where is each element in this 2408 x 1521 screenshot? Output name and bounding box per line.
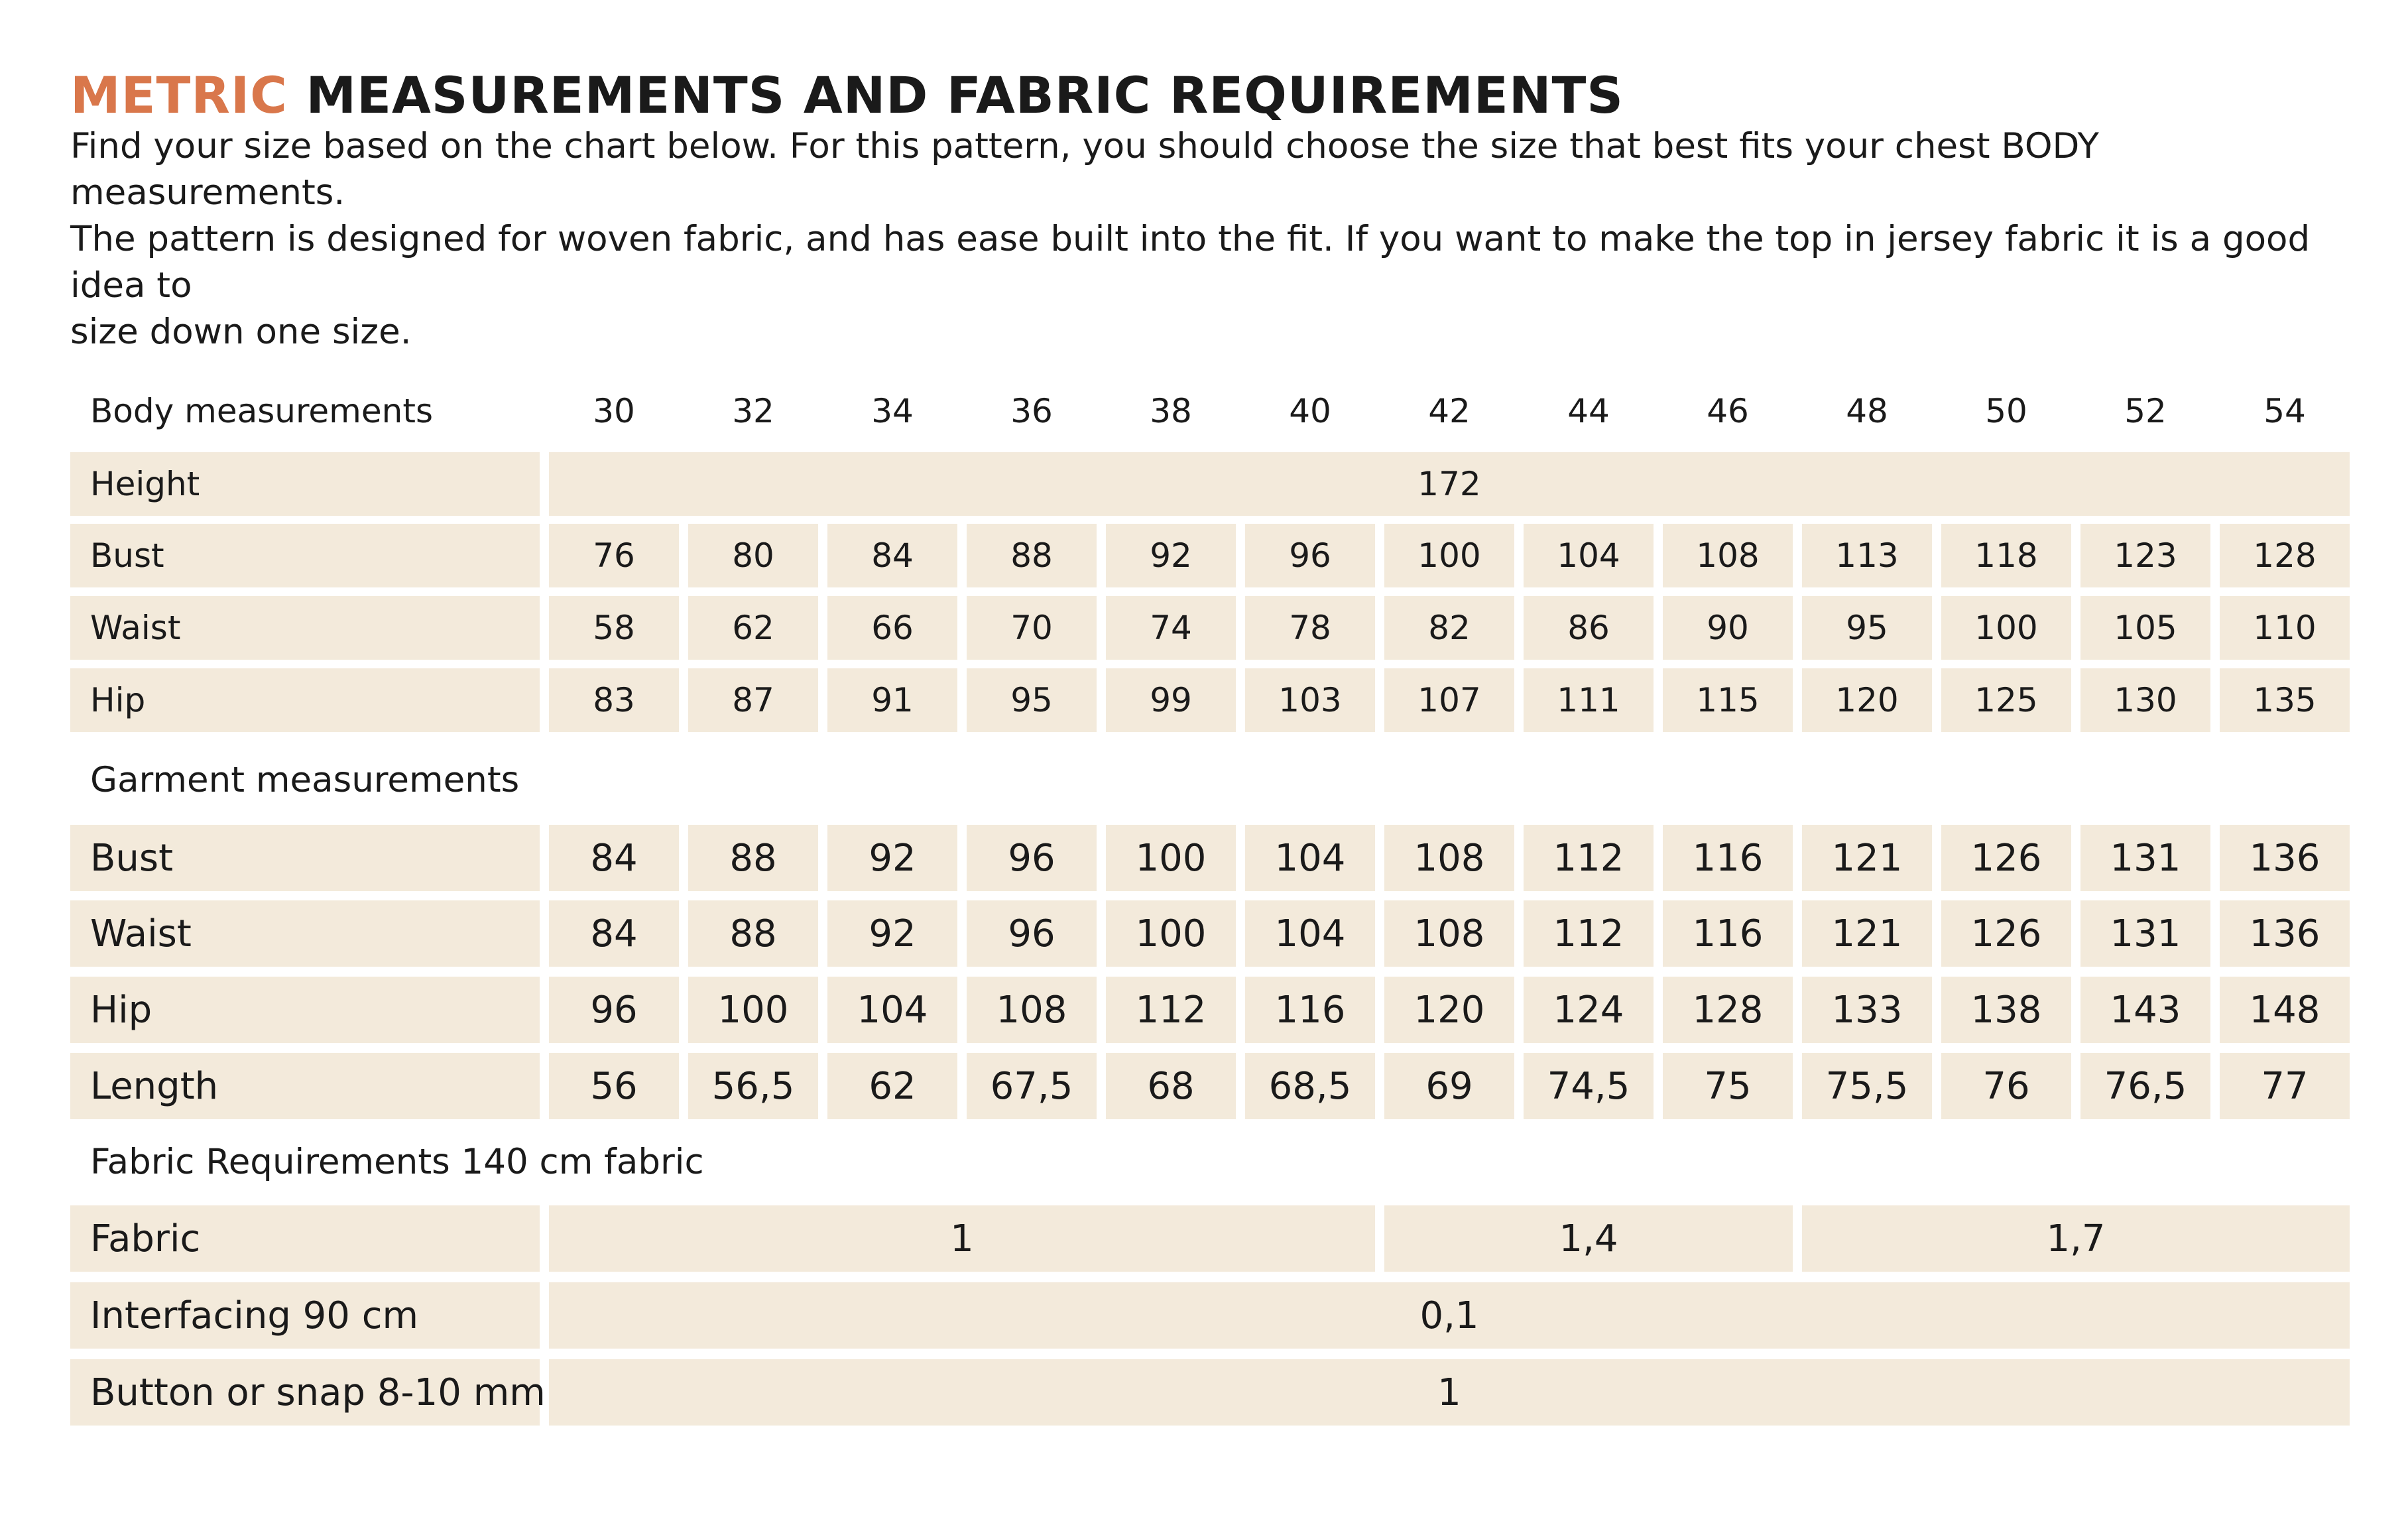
garment-measurements-header: Garment measurements	[90, 759, 520, 800]
garment-bust-cell: 92	[827, 825, 957, 891]
body-waist-cell: 74	[1106, 596, 1236, 660]
body-bust-cell: 80	[688, 524, 818, 587]
intro-line: size down one size.	[70, 312, 412, 352]
row-label-height: Height	[70, 452, 540, 516]
size-header-54: 54	[2263, 392, 2306, 430]
garment-waist-cell: 84	[549, 900, 679, 967]
garment-hip-cell: 112	[1106, 977, 1236, 1043]
size-header-44: 44	[1567, 392, 1610, 430]
garment-bust-cell: 88	[688, 825, 818, 891]
garment-hip-cell: 124	[1524, 977, 1654, 1043]
fabric-value-sizes-42-46: 1,4	[1384, 1205, 1793, 1272]
body-bust-cell: 92	[1106, 524, 1236, 587]
body-waist-cell: 86	[1524, 596, 1654, 660]
body-waist-cell: 100	[1941, 596, 2071, 660]
body-hip-cell: 111	[1524, 668, 1654, 732]
body-bust-cell: 84	[827, 524, 957, 587]
garment-waist-cell: 136	[2220, 900, 2350, 967]
intro-text	[70, 123, 2364, 355]
garment-length-cell: 75,5	[1802, 1053, 1932, 1119]
body-bust-cell: 100	[1384, 524, 1514, 587]
body-waist-cell: 58	[549, 596, 679, 660]
garment-length-cell: 56	[549, 1053, 679, 1119]
size-header-32: 32	[732, 392, 774, 430]
body-hip-cell: 115	[1663, 668, 1793, 732]
garment-waist-cell: 131	[2080, 900, 2210, 967]
body-waist-cell: 70	[967, 596, 1097, 660]
garment-row-label-bust: Bust	[70, 825, 540, 891]
garment-hip-cell: 104	[827, 977, 957, 1043]
garment-bust-cell: 126	[1941, 825, 2071, 891]
garment-hip-cell: 143	[2080, 977, 2210, 1043]
body-measurements-header: Body measurements	[90, 392, 433, 430]
body-bust-cell: 118	[1941, 524, 2071, 587]
body-row-label-hip: Hip	[70, 668, 540, 732]
fabric-requirements-header: Fabric Requirements 140 cm fabric	[90, 1141, 704, 1182]
interfacing-label: Interfacing 90 cm	[70, 1282, 540, 1349]
size-header-30: 30	[593, 392, 635, 430]
body-hip-cell: 135	[2220, 668, 2350, 732]
body-bust-cell: 113	[1802, 524, 1932, 587]
garment-row-label-hip: Hip	[70, 977, 540, 1043]
garment-bust-cell: 121	[1802, 825, 1932, 891]
fabric-label: Fabric	[70, 1205, 540, 1272]
body-hip-cell: 125	[1941, 668, 2071, 732]
garment-bust-cell: 104	[1245, 825, 1375, 891]
body-bust-cell: 96	[1245, 524, 1375, 587]
body-bust-cell: 104	[1524, 524, 1654, 587]
garment-length-cell: 62	[827, 1053, 957, 1119]
garment-hip-cell: 116	[1245, 977, 1375, 1043]
size-header-42: 42	[1428, 392, 1471, 430]
fabric-value-sizes-48-54: 1,7	[1802, 1205, 2350, 1272]
garment-waist-cell: 112	[1524, 900, 1654, 967]
size-header-38: 38	[1150, 392, 1192, 430]
size-header-48: 48	[1846, 392, 1888, 430]
garment-row-label-length: Length	[70, 1053, 540, 1119]
size-header-46: 46	[1707, 392, 1749, 430]
garment-length-cell: 74,5	[1524, 1053, 1654, 1119]
title-accent: METRIC	[70, 66, 288, 125]
intro-line: Find your size based on the chart below. For this pattern, you should choose the size that best fits your chest BODY measurements.	[70, 126, 2099, 213]
garment-length-cell: 68	[1106, 1053, 1236, 1119]
garment-length-cell: 68,5	[1245, 1053, 1375, 1119]
interfacing-value: 0,1	[549, 1282, 2350, 1349]
garment-bust-cell: 136	[2220, 825, 2350, 891]
garment-hip-cell: 148	[2220, 977, 2350, 1043]
intro-line: The pattern is designed for woven fabric, and has ease built into the fit. If you want to make the top in jersey fabric it is a good idea to	[70, 219, 2311, 306]
size-header-52: 52	[2124, 392, 2167, 430]
garment-length-cell: 75	[1663, 1053, 1793, 1119]
garment-length-cell: 67,5	[967, 1053, 1097, 1119]
body-waist-cell: 62	[688, 596, 818, 660]
body-hip-cell: 103	[1245, 668, 1375, 732]
garment-length-cell: 69	[1384, 1053, 1514, 1119]
body-bust-cell: 108	[1663, 524, 1793, 587]
garment-waist-cell: 100	[1106, 900, 1236, 967]
garment-bust-cell: 96	[967, 825, 1097, 891]
page-title	[70, 64, 1624, 127]
garment-waist-cell: 92	[827, 900, 957, 967]
garment-hip-cell: 120	[1384, 977, 1514, 1043]
garment-waist-cell: 126	[1941, 900, 2071, 967]
button-label: Button or snap 8-10 mm	[70, 1359, 540, 1426]
garment-waist-cell: 108	[1384, 900, 1514, 967]
body-waist-cell: 95	[1802, 596, 1932, 660]
garment-row-label-waist: Waist	[70, 900, 540, 967]
body-hip-cell: 83	[549, 668, 679, 732]
garment-waist-cell: 121	[1802, 900, 1932, 967]
body-hip-cell: 130	[2080, 668, 2210, 732]
body-bust-cell: 76	[549, 524, 679, 587]
garment-bust-cell: 100	[1106, 825, 1236, 891]
garment-length-cell: 76,5	[2080, 1053, 2210, 1119]
garment-bust-cell: 131	[2080, 825, 2210, 891]
garment-hip-cell: 138	[1941, 977, 2071, 1043]
garment-length-cell: 56,5	[688, 1053, 818, 1119]
body-waist-cell: 78	[1245, 596, 1375, 660]
size-header-34: 34	[871, 392, 914, 430]
body-hip-cell: 99	[1106, 668, 1236, 732]
garment-waist-cell: 96	[967, 900, 1097, 967]
body-hip-cell: 91	[827, 668, 957, 732]
body-row-label-bust: Bust	[70, 524, 540, 587]
garment-bust-cell: 112	[1524, 825, 1654, 891]
body-waist-cell: 105	[2080, 596, 2210, 660]
size-header-36: 36	[1010, 392, 1053, 430]
body-hip-cell: 107	[1384, 668, 1514, 732]
size-header-40: 40	[1289, 392, 1331, 430]
body-waist-cell: 110	[2220, 596, 2350, 660]
garment-waist-cell: 88	[688, 900, 818, 967]
body-bust-cell: 123	[2080, 524, 2210, 587]
garment-length-cell: 76	[1941, 1053, 2071, 1119]
garment-hip-cell: 100	[688, 977, 818, 1043]
garment-length-cell: 77	[2220, 1053, 2350, 1119]
garment-hip-cell: 108	[967, 977, 1097, 1043]
body-waist-cell: 90	[1663, 596, 1793, 660]
garment-bust-cell: 84	[549, 825, 679, 891]
garment-hip-cell: 128	[1663, 977, 1793, 1043]
garment-hip-cell: 96	[549, 977, 679, 1043]
garment-bust-cell: 108	[1384, 825, 1514, 891]
garment-bust-cell: 116	[1663, 825, 1793, 891]
body-hip-cell: 95	[967, 668, 1097, 732]
size-header-50: 50	[1985, 392, 2027, 430]
body-bust-cell: 88	[967, 524, 1097, 587]
body-waist-cell: 82	[1384, 596, 1514, 660]
garment-waist-cell: 104	[1245, 900, 1375, 967]
body-row-label-waist: Waist	[70, 596, 540, 660]
body-waist-cell: 66	[827, 596, 957, 660]
garment-waist-cell: 116	[1663, 900, 1793, 967]
title-rest: MEASUREMENTS AND FABRIC REQUIREMENTS	[306, 66, 1624, 125]
body-hip-cell: 120	[1802, 668, 1932, 732]
body-bust-cell: 128	[2220, 524, 2350, 587]
height-value: 172	[549, 452, 2350, 516]
button-value: 1	[549, 1359, 2350, 1426]
fabric-value-sizes-30-40: 1	[549, 1205, 1375, 1272]
garment-hip-cell: 133	[1802, 977, 1932, 1043]
body-hip-cell: 87	[688, 668, 818, 732]
